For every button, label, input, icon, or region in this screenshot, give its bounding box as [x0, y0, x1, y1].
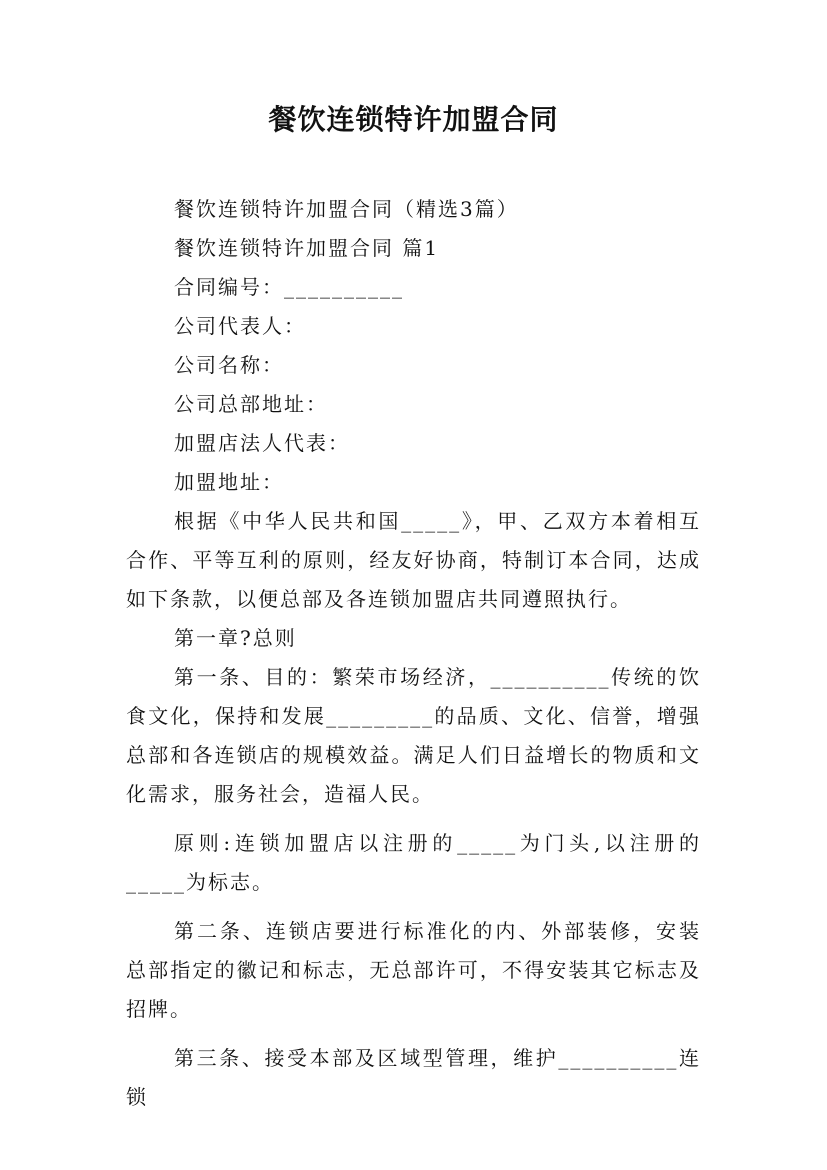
document-body [126, 190, 701, 1117]
paragraph-article-2: 第二条、连锁店要进行标准化的内、外部装修，安装总部指定的徽记和标志，无总部许可，不得安装其它标志及招牌。 [126, 919, 701, 1021]
paragraph-company-name: 公司名称： [174, 353, 284, 377]
paragraph-principle: 原则:连锁加盟店以注册的_____为门头,以注册的_____为标志。 [126, 831, 701, 894]
paragraph-subtitle: 餐饮连锁特许加盟合同（精选3篇） [174, 197, 519, 221]
paragraph-franchise-legal-rep: 加盟店法人代表： [174, 431, 350, 455]
paragraph-preamble: 根据《中华人民共和国_____》，甲、乙双方本着相互合作、平等互利的原则，经友好协商，特制订本合同，达成如下条款，以便总部及各连锁加盟店共同遵照执行。 [126, 509, 701, 611]
paragraph-section-heading: 餐饮连锁特许加盟合同 篇1 [174, 236, 440, 260]
paragraph-article-1: 第一条、目的：繁荣市场经济，__________传统的饮食文化，保持和发展_________的品质、文化、信誉，增强总部和各连锁店的规模效益。满足人们日益增长的物质和文化需求，服务社会，造福人民。 [126, 665, 701, 806]
paragraph-headquarters-address: 公司总部地址： [174, 392, 328, 416]
paragraph-company-representative: 公司代表人： [174, 314, 306, 338]
paragraph-article-3: 第三条、接受本部及区域型管理，维护__________连锁 [126, 1046, 701, 1109]
paragraph-chapter-heading: 第一章?总则 [174, 626, 297, 650]
document-title: 餐饮连锁特许加盟合同 [268, 103, 559, 136]
paragraph-contract-number: 合同编号：__________ [174, 275, 404, 299]
paragraph-franchise-address: 加盟地址： [174, 470, 284, 494]
